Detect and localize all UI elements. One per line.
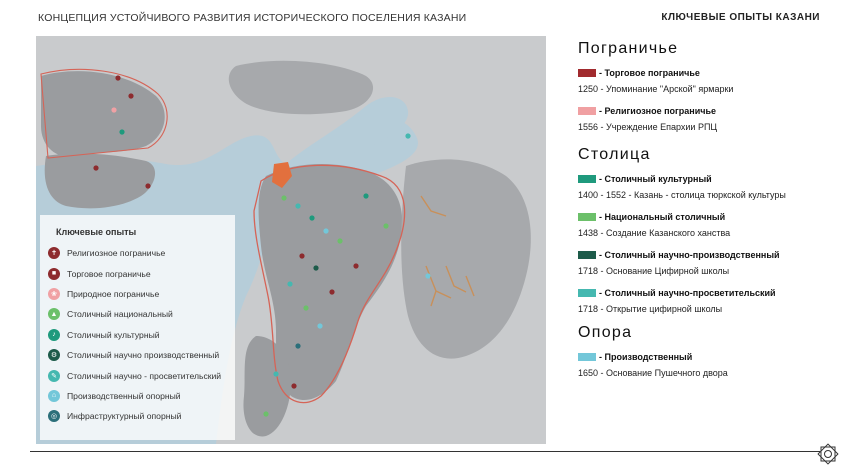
education-icon: ✎ bbox=[48, 370, 60, 382]
section-heading: Столица bbox=[578, 146, 651, 163]
ornament-icon bbox=[814, 440, 842, 468]
category-label: - Производственный bbox=[599, 352, 693, 362]
legend-item-label: Столичный научно - просветительский bbox=[67, 370, 222, 381]
legend-item-label: Торговое пограничье bbox=[67, 268, 151, 279]
map-legend-title: Ключевые опыты bbox=[56, 227, 137, 237]
category-swatch bbox=[578, 69, 596, 77]
section-support bbox=[578, 324, 828, 378]
category-event: 1250 - Упоминание "Арской" ярмарки bbox=[578, 84, 734, 94]
infrastructure-icon: ◎ bbox=[48, 410, 60, 422]
page-subtitle: КЛЮЧЕВЫЕ ОПЫТЫ КАЗАНИ bbox=[661, 12, 820, 23]
legend-item-religious bbox=[48, 243, 227, 263]
legend-item-national bbox=[48, 304, 227, 324]
legend-item-culture bbox=[48, 325, 227, 345]
section-capital bbox=[578, 146, 828, 314]
section-heading: Опора bbox=[578, 324, 633, 341]
category-event: 1438 - Создание Казанского ханства bbox=[578, 228, 731, 238]
legend-item-education bbox=[48, 365, 227, 385]
category-swatch bbox=[578, 353, 596, 361]
category-event: 1556 - Учреждение Епархии РПЦ bbox=[578, 122, 718, 132]
map-legend bbox=[40, 215, 235, 440]
category-event: 1718 - Основание Цифирной школы bbox=[578, 266, 730, 276]
category-label: - Столичный научно-производственный bbox=[599, 250, 780, 260]
tower-icon: ▲ bbox=[48, 308, 60, 320]
category-label: - Торговое пограничье bbox=[599, 68, 700, 78]
legend-item-label: Инфраструктурный опорный bbox=[67, 411, 182, 422]
category-swatch bbox=[578, 107, 596, 115]
category-event: 1650 - Основание Пушечного двора bbox=[578, 368, 728, 378]
category-production bbox=[578, 350, 828, 364]
legend-item-label: Религиозное пограничье bbox=[67, 248, 166, 259]
categories-panel bbox=[578, 40, 828, 388]
footer-divider bbox=[30, 451, 820, 452]
category-trade bbox=[578, 66, 828, 80]
section-heading: Пограничье bbox=[578, 40, 679, 57]
factory-icon: ⌂ bbox=[48, 390, 60, 402]
category-event: 1400 - 1552 - Казань - столица тюркской культуры bbox=[578, 190, 786, 200]
legend-item-label: Столичный национальный bbox=[67, 309, 173, 320]
category-label: - Религиозное пограничье bbox=[599, 106, 717, 116]
category-label: - Национальный столичный bbox=[599, 212, 726, 222]
legend-item-label: Столичный научно производственный bbox=[67, 350, 220, 361]
science-icon: ⚙ bbox=[48, 349, 60, 361]
legend-item-nature bbox=[48, 284, 227, 304]
legend-item-infrastructure bbox=[48, 406, 227, 426]
shop-icon: ■ bbox=[48, 268, 60, 280]
nature-icon: ❀ bbox=[48, 288, 60, 300]
category-swatch bbox=[578, 175, 596, 183]
category-religious bbox=[578, 104, 828, 118]
legend-item-factory bbox=[48, 386, 227, 406]
category-label: - Столичный научно-просветительский bbox=[599, 288, 776, 298]
legend-item-label: Природное пограничье bbox=[67, 288, 160, 299]
cross-icon: ✝ bbox=[48, 247, 60, 259]
culture-icon: ♪ bbox=[48, 329, 60, 341]
legend-item-label: Производственный опорный bbox=[67, 390, 181, 401]
category-national-capital bbox=[578, 210, 828, 224]
category-event: 1718 - Открытие цифирной школы bbox=[578, 304, 723, 314]
category-swatch bbox=[578, 289, 596, 297]
city-map[interactable] bbox=[36, 36, 546, 444]
category-label: - Столичный культурный bbox=[599, 174, 712, 184]
category-swatch bbox=[578, 213, 596, 221]
legend-item-science bbox=[48, 345, 227, 365]
category-swatch bbox=[578, 251, 596, 259]
section-border bbox=[578, 40, 828, 132]
legend-item-trade bbox=[48, 263, 227, 283]
category-capital-education bbox=[578, 286, 828, 300]
page-title: КОНЦЕПЦИЯ УСТОЙЧИВОГО РАЗВИТИЯ ИСТОРИЧЕСКОГО ПОСЕЛЕНИЯ КАЗАНИ bbox=[38, 12, 467, 24]
legend-item-label: Столичный культурный bbox=[67, 329, 160, 340]
category-capital-science bbox=[578, 248, 828, 262]
category-capital-culture bbox=[578, 172, 828, 186]
